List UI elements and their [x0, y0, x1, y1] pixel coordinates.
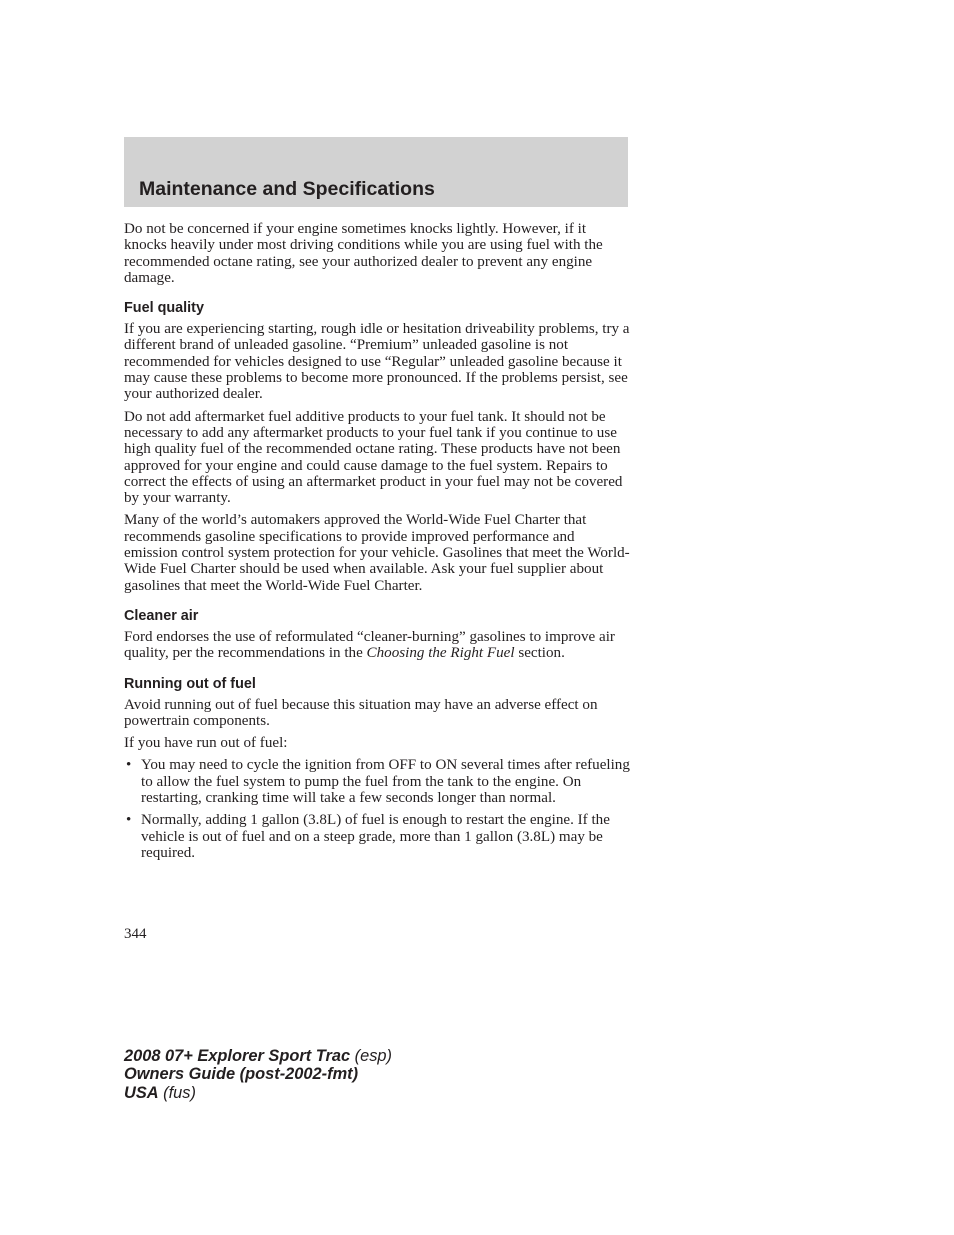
heading-cleaner-air: Cleaner air	[124, 607, 199, 624]
list-item-text: You may need to cycle the ignition from OFF to ON several times after refueling to allow the fuel system to pump the fuel from the tank to the engine. On restarting, cranking time will take a few seconds longer than normal.	[141, 757, 630, 807]
list-item-text: Normally, adding 1 gallon (3.8L) of fuel is enough to restart the engine. If the vehicle is out of fuel and on a steep grade, more than 1 gallon (3.8L) may be required.	[141, 812, 610, 861]
cleaner-air-paragraph	[124, 629, 630, 662]
fuel-quality-paragraph-2: Do not add aftermarket fuel additive products to your fuel tank. It should not be necessary to add any aftermarket products to your fuel tank if you continue to use high quality fuel of the recommended octane rating. These products have not been approved for your engine and could cause damage to the fuel system. Repairs to correct the effects of using an aftermarket product in your fuel may not be covered by your warranty.	[124, 408, 623, 507]
page-number: 344	[124, 926, 147, 942]
section-title: Maintenance and Specifications	[139, 178, 435, 200]
footer-market: USA	[124, 1083, 159, 1102]
cleaner-air-text-before: Ford endorses the use of reformulated “cleaner-burning” gasolines to improve air quality, per the recommendations in the	[124, 628, 615, 662]
running-out-paragraph-2: If you have run out of fuel:	[124, 735, 288, 752]
list-item	[124, 812, 630, 861]
section-header-band	[124, 137, 628, 207]
footer-line-1	[124, 1047, 392, 1065]
fuel-quality-paragraph-3: Many of the world’s automakers approved the World-Wide Fuel Charter that recommends gasoline specifications to provide improved performance and emission control system protection for your vehicle. Gasolines that meet the World-Wide Fuel Charter should be used when available. Ask your fuel supplier about gasolines that meet the World-Wide Fuel Charter.	[124, 512, 630, 594]
cleaner-air-section-reference: Choosing the Right Fuel	[366, 645, 515, 662]
page-content	[124, 221, 630, 867]
bullet-icon: •	[126, 812, 132, 829]
intro-paragraph: Do not be concerned if your engine sometimes knocks lightly. However, if it knocks heavily under most driving conditions while you are using fuel with the recommended octane rating, see your authorized dealer to prevent any engine damage.	[124, 221, 603, 286]
footer-market-code: (fus)	[158, 1083, 196, 1102]
footer-model: 2008 07+ Explorer Sport Trac	[124, 1047, 351, 1065]
list-item	[124, 757, 630, 806]
footer-line-3	[124, 1084, 392, 1102]
footer-guide-type: Owners Guide (post-2002-fmt)	[124, 1065, 359, 1084]
fuel-quality-paragraph-1: If you are experiencing starting, rough idle or hesitation driveability problems, try a different brand of unleaded gasoline. “Premium” unleaded gasoline is not recommended for vehicles designed to use “Regular” unleaded gasoline because it may cause these problems to become more pronounced. If the problems persist, see your authorized dealer.	[124, 321, 630, 403]
running-out-paragraph-1: Avoid running out of fuel because this situation may have an adverse effect on powertrain components.	[124, 696, 598, 729]
cleaner-air-text-after: section.	[514, 645, 565, 662]
document-footer	[124, 1047, 392, 1102]
footer-model-code: (esp)	[350, 1047, 393, 1065]
heading-fuel-quality: Fuel quality	[124, 300, 204, 317]
footer-line-2	[124, 1065, 392, 1083]
running-out-bullet-list	[124, 757, 630, 861]
bullet-icon: •	[126, 757, 132, 774]
heading-running-out-of-fuel: Running out of fuel	[124, 675, 256, 692]
